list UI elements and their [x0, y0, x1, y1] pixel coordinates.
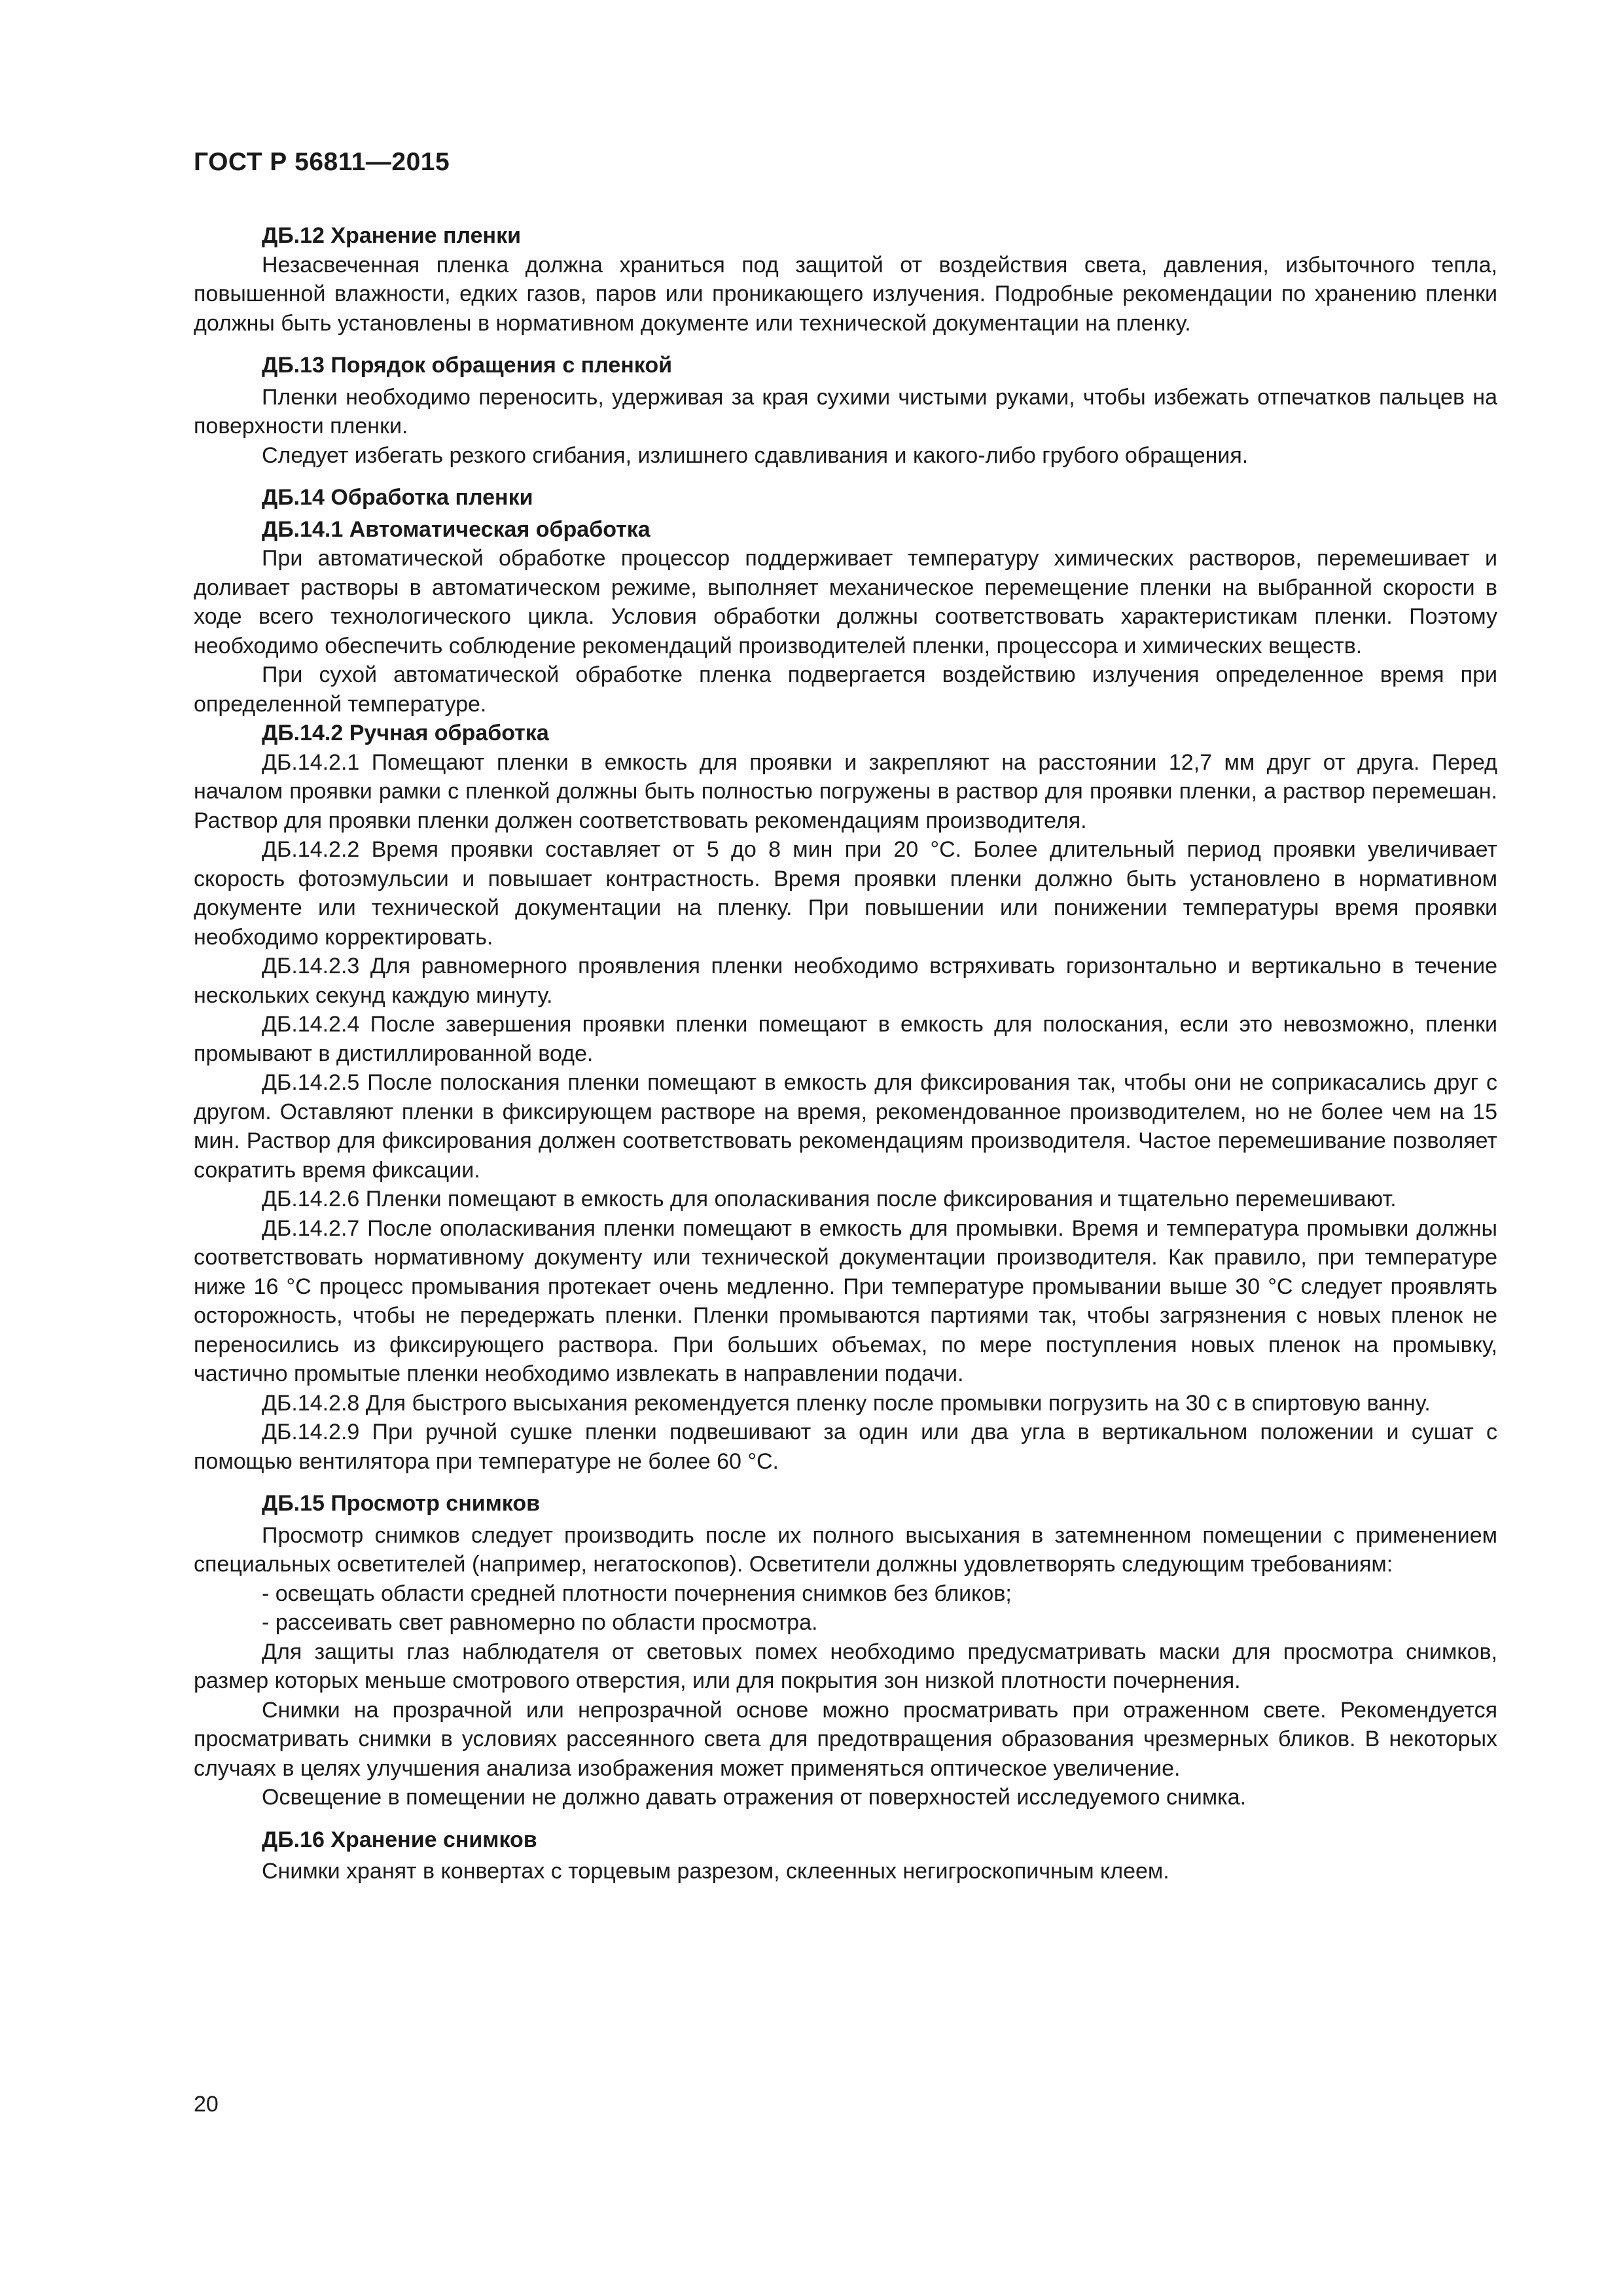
paragraph: Незасвеченная пленка должна храниться под защитой от воздействия света, давления, избыточного тепла, повышенной влажности, едких газов, паров или проникающего излучения. Подробные рекомендации по хранению пленки должны быть установлены в нормативном документе или технической документации на пленку.: [194, 252, 1497, 336]
paragraph: Для защиты глаз наблюдателя от световых помех необходимо предусматривать маски для просмотра снимков, размер которых меньше смотрового отверстия, или для покрытия зон низкой плотности почернения.: [194, 1639, 1497, 1693]
section-title-db16: ДБ.16 Хранение снимков: [262, 1827, 537, 1852]
paragraph: ДБ.14.2.7 После ополаскивания пленки помещают в емкость для промывки. Время и температура промывки должны соответствовать нормативному документу или технической документации производителя. Как правило, при температуре ниже 16 °С процесс промывания протекает очень медленно. При температуре промывании выше 30 °С следует проявлять осторожность, чтобы не передержать пленки. Пленки промываются партиями так, чтобы загрязнения с новых пленок не переносились из фиксирующего раствора. При больших объемах, по мере поступления новых пленок на промывку, частично промытые пленки необходимо извлекать в направлении подачи.: [194, 1215, 1497, 1386]
paragraph: Снимки хранят в конвертах с торцевым разрезом, склеенных негигроскопичным клеем.: [262, 1859, 1169, 1884]
paragraph: Освещение в помещении не должно давать отражения от поверхностей исследуемого снимка.: [262, 1785, 1247, 1810]
section-title-db14: ДБ.14 Обработка пленки: [262, 485, 533, 510]
paragraph: ДБ.14.2.9 При ручной сушке пленки подвешивают за один или два угла в вертикальном положении и сушат с помощью вентилятора при температуре не более 60 °С.: [194, 1420, 1497, 1474]
paragraph: ДБ.14.2.2 Время проявки составляет от 5 до 8 мин при 20 °С. Более длительный период проявки увеличивает скорость фотоэмульсии и повышает контрастность. Время проявки пленки должно быть установлено в нормативном документе или технической документации на пленку. При повышении или понижении температуры время проявки необходимо корректировать.: [194, 837, 1497, 950]
paragraph: Снимки на прозрачной или непрозрачной основе можно просматривать при отраженном свете. Рекомендуется просматривать снимки в условиях рассеянного света для предотвращения образования чрезмерных бликов. В некоторых случаях в целях улучшения анализа изображения может применяться оптическое увеличение.: [194, 1697, 1497, 1781]
paragraph: ДБ.14.2.8 Для быстрого высыхания рекомендуется пленку после промывки погрузить на 30 с в спиртовую ванну.: [262, 1390, 1431, 1416]
subsection-title-db14-2: ДБ.14.2 Ручная обработка: [262, 721, 549, 745]
paragraph: ДБ.14.2.1 Помещают пленки в емкость для проявки и закрепляют на расстоянии 12,7 мм друг от друга. Перед началом проявки рамки с пленкой должны быть полностью погружены в раствор для проявки пленки, а раствор перемешан. Раствор для проявки пленки должен соответствовать рекомендациям производителя.: [194, 749, 1497, 833]
paragraph: При автоматической обработке процессор поддерживает температуру химических растворов, перемешивает и доливает растворы в автоматическом режиме, выполняет механическое перемещение пленки на выбранной скорости в ходе всего технологического цикла. Условия обработки должны соответствовать характеристикам пленки. Поэтому необходимо обеспечить соблюдение рекомендаций производителей пленки, процессора и химических веществ.: [194, 546, 1497, 658]
paragraph: Пленки необходимо переносить, удерживая за края сухими чистыми руками, чтобы избежать отпечатков пальцев на поверхности пленки.: [194, 384, 1497, 439]
document-code-header: ГОСТ Р 56811—2015: [194, 148, 450, 176]
section-title-db13: ДБ.13 Порядок обращения с пленкой: [262, 353, 673, 378]
paragraph: Следует избегать резкого сгибания, излишнего сдавливания и какого-либо грубого обращения.: [262, 442, 1249, 468]
paragraph: ДБ.14.2.4 После завершения проявки пленки помещают в емкость для полоскания, если это невозможно, пленки промывают в дистиллированной воде.: [194, 1012, 1497, 1066]
page-number: 20: [194, 2092, 219, 2117]
list-item: - рассеивать свет равномерно по области просмотра.: [262, 1610, 818, 1635]
document-body: [194, 221, 1497, 1886]
section-title-db12: ДБ.12 Хранение пленки: [262, 223, 522, 248]
paragraph: Просмотр снимков следует производить после их полного высыхания в затемненном помещении с применением специальных осветителей (например, негатоскопов). Осветители должны удовлетворять следующим требованиям:: [194, 1522, 1497, 1577]
section-title-db15: ДБ.15 Просмотр снимков: [262, 1491, 541, 1516]
paragraph: При сухой автоматической обработке пленка подвергается воздействию излучения определенное время при определенной температуре.: [194, 662, 1497, 717]
paragraph: ДБ.14.2.3 Для равномерного проявления пленки необходимо встряхивать горизонтально и вертикально в течение нескольких секунд каждую минуту.: [194, 954, 1497, 1008]
subsection-title-db14-1: ДБ.14.1 Автоматическая обработка: [262, 516, 651, 542]
paragraph: ДБ.14.2.5 После полоскания пленки помещают в емкость для фиксирования так, чтобы они не соприкасались друг с другом. Оставляют пленки в фиксирующем растворе на время, рекомендованное производителем, но не более чем на 15 мин. Раствор для фиксирования должен соответствовать рекомендациям производителя. Частое перемешивание позволяет сократить время фиксации.: [194, 1070, 1497, 1183]
paragraph: ДБ.14.2.6 Пленки помещают в емкость для ополаскивания после фиксирования и тщательно перемешивают.: [262, 1187, 1397, 1211]
list-item: - освещать области средней плотности почернения снимков без бликов;: [262, 1581, 1012, 1606]
